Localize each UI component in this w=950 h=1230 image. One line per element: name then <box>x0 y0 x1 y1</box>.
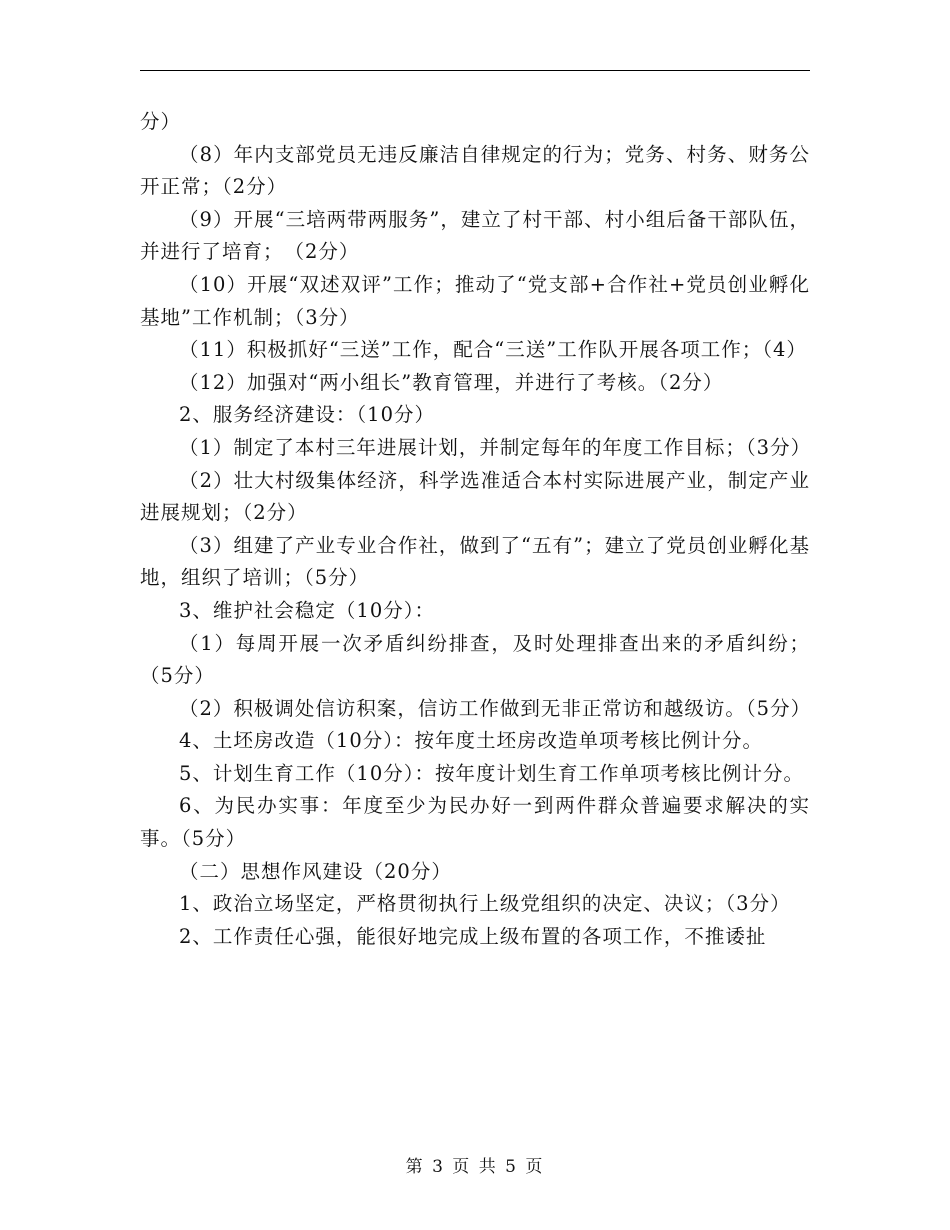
paragraph: （3）组建了产业专业合作社，做到了“五有”；建立了党员创业孵化基地，组织了培训；（5分） <box>140 533 810 590</box>
paragraph: 5、计划生育工作（10分）：按年度计划生育工作单项考核比例计分。 <box>179 761 804 785</box>
paragraph: 2、工作责任心强，能很好地完成上级布置的各项工作，不推诿扯 <box>179 924 767 948</box>
section-heading: （二）思想作风建设（20分） <box>179 859 452 883</box>
paragraph: （8）年内支部党员无违反廉洁自律规定的行为；党务、村务、财务公开正常；（2分） <box>140 142 810 199</box>
header-rule <box>140 70 810 71</box>
page-footer: 第 3 页 共 5 页 <box>405 1157 545 1177</box>
paragraph: （10）开展“双述双评”工作；推动了“党支部+合作社+党员创业孵化基地”工作机制；（3分） <box>140 272 810 329</box>
paragraph: 1、政治立场坚定，严格贯彻执行上级党组织的决定、决议；（3分） <box>179 892 791 916</box>
paragraph: （1）制定了本村三年进展计划，并制定每年的年度工作目标；（3分） <box>179 435 812 459</box>
paragraph: （2）壮大村级集体经济，科学选准适合本村实际进展产业，制定产业进展规划；（2分） <box>140 468 810 525</box>
section-heading: 2、服务经济建设：（10分） <box>179 403 435 427</box>
paragraph: 4、土坯房改造（10分）：按年度土坯房改造单项考核比例计分。 <box>179 729 763 753</box>
document-body <box>140 106 810 953</box>
paragraph: （12）加强对“两小组长”教育管理，并进行了考核。（2分） <box>179 370 724 394</box>
paragraph: 6、为民办实事：年度至少为民办好一到两件群众普遍要求解决的实事。（5分） <box>140 794 810 851</box>
paragraph: （2）积极调处信访积案，信访工作做到无非正常访和越级访。（5分） <box>179 696 812 720</box>
section-heading: 3、维护社会稳定（10分）： <box>179 598 435 622</box>
paragraph: （1）每周开展一次矛盾纠纷排查，及时处理排查出来的矛盾纠纷；（5分） <box>140 631 810 688</box>
paragraph: 分） <box>140 110 182 133</box>
paragraph: （9）开展“三培两带两服务”，建立了村干部、村小组后备干部队伍，并进行了培育； （2分） <box>140 207 810 264</box>
paragraph: （11）积极抓好“三送”工作，配合“三送”工作队开展各项工作；（4） <box>179 338 807 362</box>
